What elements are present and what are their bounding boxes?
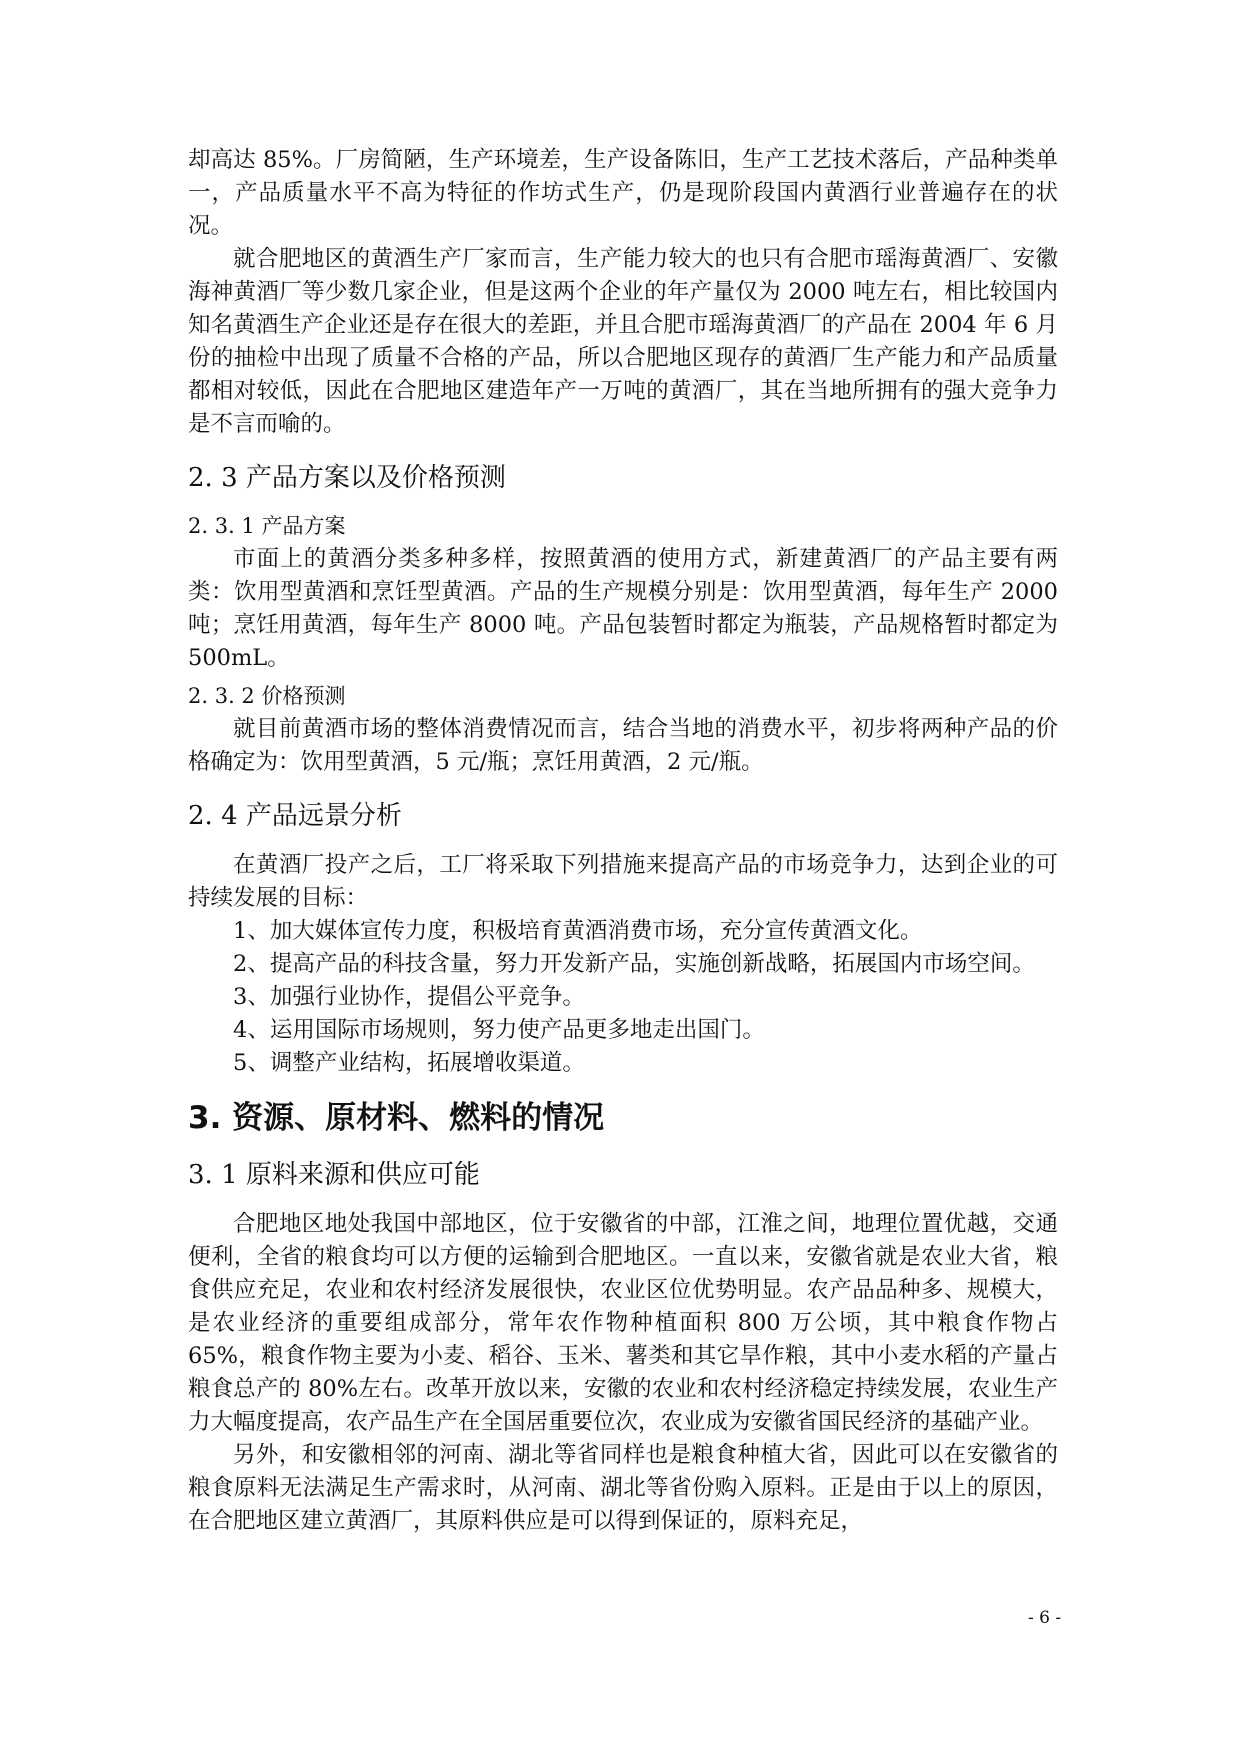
page-number: - 6 - <box>1028 1608 1062 1628</box>
paragraph: 在黄酒厂投产之后，工厂将采取下列措施来提高产品的市场竞争力，达到企业的可持续发展的目标： <box>188 852 1058 911</box>
page-content <box>188 144 1058 1538</box>
list-item: 1、加大媒体宣传力度，积极培育黄酒消费市场，充分宣传黄酒文化。 <box>233 918 923 944</box>
list-item: 3、加强行业协作，提倡公平竞争。 <box>233 984 585 1010</box>
paragraph: 市面上的黄酒分类多种多样，按照黄酒的使用方式，新建黄酒厂的产品主要有两类：饮用型黄酒和烹饪型黄酒。产品的生产规模分别是：饮用型黄酒，每年生产 2000 吨；烹饪用黄酒，每年生产 8000 吨。产品包装暂时都定为瓶装，产品规格暂时都定为 500mL。 <box>188 546 1058 671</box>
chapter-heading: 3. 资源、原材料、燃料的情况 <box>188 1100 605 1136</box>
section-heading: 2. 4 产品远景分析 <box>188 801 402 831</box>
paragraph: 就目前黄酒市场的整体消费情况而言，结合当地的消费水平，初步将两种产品的价格确定为：饮用型黄酒，5 元/瓶；烹饪用黄酒，2 元/瓶。 <box>188 716 1058 775</box>
paragraph: 却高达 85%。厂房简陋，生产环境差，生产设备陈旧，生产工艺技术落后，产品种类单一，产品质量水平不高为特征的作坊式生产，仍是现阶段国内黄酒行业普遍存在的状况。 <box>188 147 1058 239</box>
paragraph: 就合肥地区的黄酒生产厂家而言，生产能力较大的也只有合肥市瑶海黄酒厂、安徽海神黄酒厂等少数几家企业，但是这两个企业的年产量仅为 2000 吨左右，相比较国内知名黄酒生产企业还是存在很大的差距，并且合肥市瑶海黄酒厂的产品在 2004 年 6 月份的抽检中出现了质量不合格的产品，所以合肥地区现存的黄酒厂生产能力和产品质量都相对较低，因此在合肥地区建造年产一万吨的黄酒厂，其在当地所拥有的强大竞争力是不言而喻的。 <box>188 246 1058 437</box>
list-item: 2、提高产品的科技含量，努力开发新产品，实施创新战略，拓展国内市场空间。 <box>233 951 1035 977</box>
list-item: 4、运用国际市场规则，努力使产品更多地走出国门。 <box>233 1017 765 1043</box>
paragraph: 合肥地区地处我国中部地区，位于安徽省的中部，江淮之间，地理位置优越，交通便利，全省的粮食均可以方便的运输到合肥地区。一直以来，安徽省就是农业大省，粮食供应充足，农业和农村经济发展很快，农业区位优势明显。农产品品种多、规模大，是农业经济的重要组成部分，常年农作物种植面积 800 万公顷，其中粮食作物占 65%，粮食作物主要为小麦、稻谷、玉米、薯类和其它旱作粮，其中小麦水稻的产量占粮食总产的 80%左右。改革开放以来，安徽的农业和农村经济稳定持续发展，农业生产力大幅度提高，农产品生产在全国居重要位次，农业成为安徽省国民经济的基础产业。 <box>188 1211 1058 1435</box>
list-item: 5、调整产业结构，拓展增收渠道。 <box>233 1050 585 1076</box>
section-heading: 3. 1 原料来源和供应可能 <box>188 1160 480 1190</box>
section-heading: 2. 3 产品方案以及价格预测 <box>188 463 506 493</box>
subsection-heading: 2. 3. 1 产品方案 <box>188 514 346 538</box>
paragraph: 另外，和安徽相邻的河南、湖北等省同样也是粮食种植大省，因此可以在安徽省的粮食原料无法满足生产需求时，从河南、湖北等省份购入原料。正是由于以上的原因，在合肥地区建立黄酒厂，其原料供应是可以得到保证的，原料充足， <box>188 1442 1058 1534</box>
subsection-heading: 2. 3. 2 价格预测 <box>188 684 346 708</box>
